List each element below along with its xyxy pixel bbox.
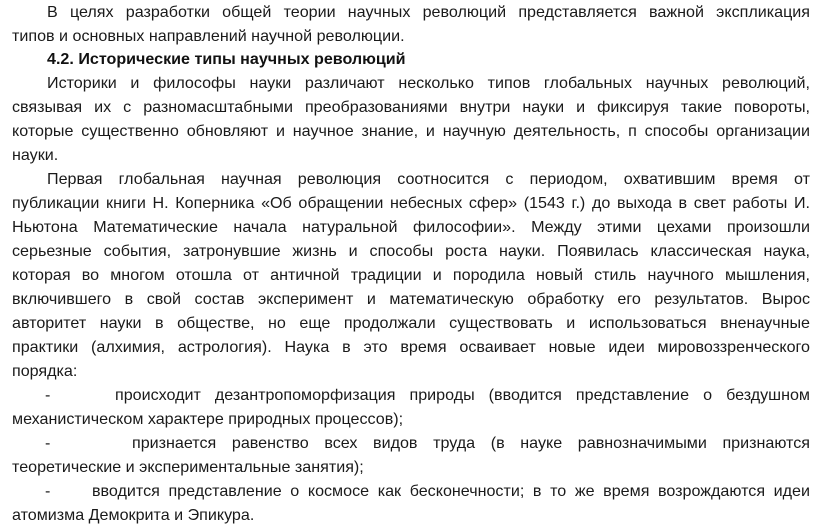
- first-revolution-line-4: серьезные события, затронувшие жизнь и способы роста науки. Появилась классическая наука,: [12, 242, 810, 260]
- types-paragraph-line-3: которые существенно обновляют и научное знание, и научную деятельность, п способы организации: [12, 122, 810, 140]
- first-revolution-line-3: Ньютона Математические начала натуральной философии». Между этими цехами произошли: [12, 218, 810, 236]
- list-item-1-line-2: механистическом характере природных процессов);: [12, 410, 404, 428]
- list-item-3-line-1: вводится представление о космосе как бесконечности; в то же время возрождаются идеи: [92, 482, 810, 500]
- first-revolution-line-6: включившего в свой состав эксперимент и математическую обработку его результатов. Вырос: [12, 290, 810, 308]
- first-revolution-line-9: порядка:: [12, 362, 78, 380]
- list-item-2-marker: -: [45, 434, 51, 452]
- first-revolution-line-7: авторитет науки в обществе, но еще продолжали существовать и использоваться вненаучные: [12, 314, 810, 332]
- first-revolution-line-8: практики (алхимия, астрология). Наука в это время осваивает новые идеи мировоззренческого: [12, 338, 810, 356]
- section-heading: 4.2. Исторические типы научных революций: [47, 50, 406, 68]
- list-item-1-line-1: происходит дезантропоморфизация природы (вводится представление о бездушном: [115, 386, 810, 404]
- types-paragraph-line-1: Историки и философы науки различают несколько типов глобальных научных революций,: [47, 74, 810, 92]
- first-revolution-line-1: Первая глобальная научная революция соотносится с периодом, охватившим время от: [47, 170, 810, 188]
- list-item-1-marker: -: [45, 386, 51, 404]
- list-item-3-line-2: атомизма Демокрита и Эпикура.: [12, 506, 255, 524]
- list-item-3-marker: -: [45, 482, 51, 500]
- list-item-2-line-1: признается равенство всех видов труда (в науке равнозначимыми признаются: [132, 434, 810, 452]
- list-item-2-line-2: теоретические и экспериментальные занятия);: [12, 458, 364, 476]
- types-paragraph-line-2: связывая их с разномасштабными преобразованиями внутри науки и фиксируя такие повороты,: [12, 98, 810, 116]
- first-revolution-line-5: которая во многом отошла от античной традиции и породила новый стиль научного мышления,: [12, 266, 810, 284]
- first-revolution-line-2: публикации книги Н. Коперника «Об обращении небесных сфер» (1543 г.) до выхода в свет работы И.: [12, 194, 810, 212]
- types-paragraph-line-4: науки.: [12, 146, 59, 164]
- intro-paragraph-line-2: типов и основных направлений научной революции.: [12, 27, 405, 45]
- intro-paragraph-line-1: В целях разработки общей теории научных революций представляется важной экспликация: [47, 3, 810, 21]
